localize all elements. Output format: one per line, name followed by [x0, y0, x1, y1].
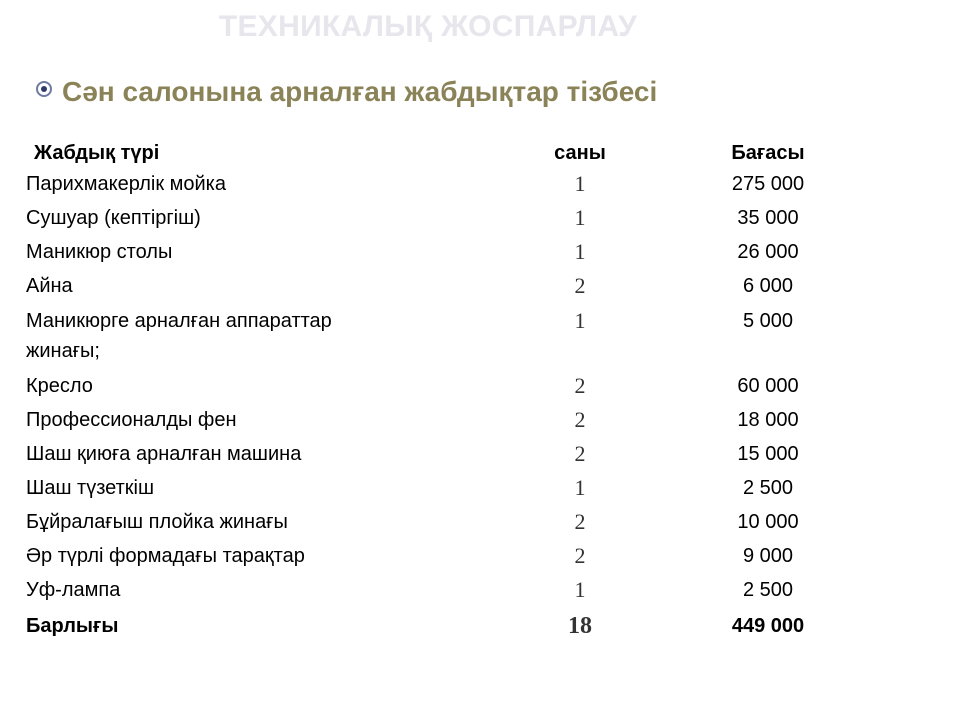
- table-row: [22, 406, 872, 440]
- qty-value: 1: [574, 308, 586, 333]
- cell-price: 35 000: [737, 207, 799, 229]
- total-qty: [496, 610, 664, 650]
- qty-value: 2: [574, 441, 586, 466]
- table-row: [22, 542, 872, 576]
- cell-name: Әр түрлі формадағы тарақтар: [26, 545, 305, 567]
- qty-value: 2: [574, 407, 586, 432]
- table-row: [22, 204, 872, 238]
- cell-qty: [496, 508, 664, 542]
- table-header-row: [22, 136, 872, 170]
- qty-value: 2: [574, 543, 586, 568]
- qty-value: 2: [574, 373, 586, 398]
- cell-price: 2 500: [742, 579, 794, 601]
- total-qty-value: 18: [568, 613, 592, 639]
- qty-value: 1: [574, 171, 586, 196]
- cell-price: 275 000: [731, 173, 805, 195]
- cell-price: 60 000: [737, 375, 799, 397]
- qty-value: 2: [574, 509, 586, 534]
- cell-name: Айна: [26, 275, 73, 297]
- header-name: Жабдық түрі: [34, 141, 160, 164]
- qty-value: 1: [574, 205, 586, 230]
- cell-qty: [496, 204, 664, 238]
- subtitle-line: [36, 76, 657, 108]
- cell-qty: [496, 372, 664, 406]
- cell-qty: [496, 306, 664, 372]
- cell-name: Уф-лампа: [26, 579, 121, 601]
- table-row: [22, 576, 872, 610]
- cell-price: 26 000: [737, 241, 799, 263]
- cell-name: Бұйралағыш плойка жинағы: [26, 511, 288, 533]
- slide-title: ТЕХНИКАЛЫҚ ЖОСПАРЛАУ: [218, 10, 638, 43]
- cell-qty: [496, 576, 664, 610]
- total-price: 449 000: [731, 615, 805, 637]
- cell-name: Шаш түзеткіш: [26, 477, 155, 499]
- cell-qty: [496, 272, 664, 306]
- cell-qty: [496, 474, 664, 508]
- equipment-table: [22, 136, 872, 650]
- cell-name: Сушуар (кептіргіш): [26, 207, 201, 229]
- qty-value: 2: [574, 273, 586, 298]
- cell-qty: [496, 406, 664, 440]
- qty-value: 1: [574, 239, 586, 264]
- table-row: [22, 372, 872, 406]
- cell-qty: [496, 170, 664, 204]
- cell-name: Кресло: [26, 375, 93, 397]
- cell-name: Парихмакерлік мойка: [26, 173, 226, 195]
- cell-price: 9 000: [742, 545, 794, 567]
- cell-qty: [496, 238, 664, 272]
- table-row: [22, 170, 872, 204]
- table-row: [22, 238, 872, 272]
- total-name: Барлығы: [26, 615, 119, 637]
- table-row: [22, 272, 872, 306]
- cell-price: 6 000: [742, 275, 794, 297]
- cell-price: 15 000: [737, 443, 799, 465]
- cell-price: 18 000: [737, 409, 799, 431]
- header-price: Бағасы: [731, 141, 805, 164]
- table-row: [22, 474, 872, 508]
- table-row: [22, 306, 872, 372]
- cell-qty: [496, 440, 664, 474]
- cell-name: Шаш қиюға арналған машина: [26, 443, 302, 465]
- qty-value: 1: [574, 577, 586, 602]
- cell-qty: [496, 542, 664, 576]
- table-row: [22, 440, 872, 474]
- table-row: [22, 508, 872, 542]
- cell-name: Маникюр столы: [26, 241, 173, 263]
- subtitle: Сән салонына арналған жабдықтар тізбесі: [62, 76, 658, 107]
- cell-name: Маникюрге арналған аппараттар жинағы;: [26, 310, 332, 362]
- header-qty: саны: [554, 141, 606, 164]
- qty-value: 1: [574, 475, 586, 500]
- bullet-circle-icon: [36, 81, 52, 97]
- cell-name: Профессионалды фен: [26, 409, 237, 431]
- cell-price: 10 000: [737, 511, 799, 533]
- table-total-row: [22, 610, 872, 650]
- cell-price: 5 000: [742, 310, 794, 332]
- cell-price: 2 500: [742, 477, 794, 499]
